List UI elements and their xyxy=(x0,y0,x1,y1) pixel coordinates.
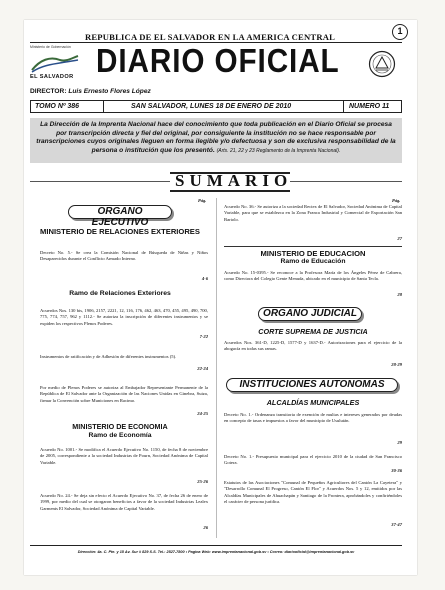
right-entry-1 xyxy=(224,204,402,242)
left-entry-4-page: 24-25 xyxy=(197,410,208,416)
right-entry-6 xyxy=(224,480,402,528)
sumario-rule-left xyxy=(30,181,170,182)
left-entry-5 xyxy=(40,447,208,485)
issue-bar xyxy=(30,100,402,113)
column-divider xyxy=(216,198,217,538)
right-entry-5-page: 30-36 xyxy=(391,467,402,473)
logo-text: EL SALVADOR xyxy=(30,74,74,80)
director-label: DIRECTOR: xyxy=(30,88,67,95)
right-entry-3 xyxy=(224,340,402,368)
national-seal-icon xyxy=(368,50,396,78)
left-entry-4-text: Por medio de Plenos Poderes se autoriza al Embajador Representante Permanente de la República de El Salvador ante la Organización de las Naciones Unidas en Ginebra, Suiza, firmar la Convención sobre Municiones en Racimo. xyxy=(40,385,208,403)
instituciones-autonomas-pill: INSTITUCIONES AUTONOMAS xyxy=(226,378,398,392)
ministry-educacion: MINISTERIO DE EDUCACION xyxy=(260,249,366,258)
page-number-badge: 1 xyxy=(392,24,408,40)
notice-text: La Dirección de la Imprenta Nacional hace del conocimiento que toda publicación en el Diario Oficial se procesa por transcripción directa y fiel del original, por consiguiente la institución no se hace responsable por transcripciones cuyos originales lleguen en forma ilegible y/o defectuosa y son de exclusiva responsabilidad de la persona o institución que los presentó. xyxy=(36,121,396,155)
left-entry-5-page: 25-26 xyxy=(197,478,208,484)
left-entry-3-page: 22-24 xyxy=(197,365,208,371)
right-entry-3-text: Acuerdos Nos. 361-D, 1225-D, 1577-D y 1637-D.- Autorizaciones para el ejercicio de la abogacía en todas sus ramas. xyxy=(224,340,402,352)
right-entry-1-page: 27 xyxy=(397,235,402,241)
ramo-economia: Ramo de Economía xyxy=(88,432,152,439)
organo-ejecutivo-pill: ORGANO EJECUTIVO xyxy=(68,205,172,219)
left-entry-5-text: Acuerdo No. 1001.- Se modifica el Acuerdo Ejecutivo No. 1150, de fecha 8 de noviembre de 2005, correspondiente a la sociedad Industrias de Pourn, Sociedad Anónima de Capital Variable. xyxy=(40,447,208,465)
left-pag-label: Pág. xyxy=(198,198,207,203)
el-salvador-logo xyxy=(30,52,80,74)
footer-rule xyxy=(30,545,402,546)
director-name: Luis Ernesto Flores López xyxy=(68,88,151,95)
left-entry-2-text: Acuerdos Nos. 130 bis, 1906, 2157, 2221, 12, 116, 176, 462, 463, 470, 455, 495, 490, 700, 775, 774, 757, 962 y 1112.- Se autoriza la inscripción de diferentes instrumentos y se expiden los respectivos Plenos Poderes. xyxy=(40,308,208,326)
newspaper-title: DIARIO OFICIAL xyxy=(96,42,340,79)
right-entry-2 xyxy=(224,270,402,298)
left-entry-6-text: Acuerdo No. 24.- Se deja sin efecto el Acuerdo Ejecutivo No. 37, de fecha 26 de enero de 1999, por medio del cual se otorgaron beneficios a favor de la sociedad Industrias Lealex Garments El Salvador, Sociedad Anónima de Capital Variable. xyxy=(40,493,208,511)
left-entry-3 xyxy=(40,354,208,372)
right-entry-4-page: 29 xyxy=(397,439,402,445)
left-entry-2 xyxy=(40,308,208,340)
notice-reference: (Arts. 21, 22 y 23 Reglamento de la Imprenta Nacional). xyxy=(216,148,341,155)
right-entry-5 xyxy=(224,454,402,474)
ministry-economia: MINISTERIO DE ECONOMIA xyxy=(72,422,168,431)
left-entry-1-page: 4-6 xyxy=(201,275,208,281)
republic-line: REPUBLICA DE EL SALVADOR EN LA AMERICA CENTRAL xyxy=(84,32,336,42)
issue-place-date: SAN SALVADOR, LUNES 18 DE ENERO DE 2010 xyxy=(131,103,292,110)
right-entry-4-text: Decreto No. 1.- Ordenanza transitoria de exención de multas e intereses generados por deudas en concepto de tasas e impuestos a favor del municipio de Usulután. xyxy=(224,412,402,424)
ministry-small-text: Ministerio de Gobernación xyxy=(30,45,71,49)
ramo-relaciones-exteriores: Ramo de Relaciones Exteriores xyxy=(69,290,171,297)
sumario-heading: SUMARIO xyxy=(175,171,293,190)
footer-contact: Dirección: 4a. C. Pte. y 15 Av. Sur # 829 S.S. Tel.: 2527-7800 • Pagina Web: www.imprentanacional.gob.sv • Correo: diariooficial@imprentanacional.gob.sv xyxy=(77,550,355,554)
left-entry-6-page: 26 xyxy=(203,524,208,530)
ministry-relaciones-exteriores: MINISTERIO DE RELACIONES EXTERIORES xyxy=(40,227,200,236)
left-entry-6 xyxy=(40,493,208,531)
sumario-rule-right xyxy=(290,181,402,182)
right-divider-1 xyxy=(224,246,402,247)
right-pag-label: Pág. xyxy=(392,198,401,203)
left-entry-4 xyxy=(40,385,208,417)
right-entry-6-text: Estatutos de las Asociaciones "Comunal de Pequeños Agricultores del Cantón La Cayetera" y "Desarrollo Comunal El Progreso, Cantón El Flor" y Acuerdos Nos. 5 y 12, emitidos por las Alcaldías Municipales de Ahuachapán y Santiago de la Frontera, aprobándoles y confiriéndoles el carácter de persona jurídica. xyxy=(224,480,402,504)
director-line xyxy=(30,88,151,95)
corte-suprema: CORTE SUPREMA DE JUSTICIA xyxy=(258,327,368,336)
right-entry-3-page: 28-29 xyxy=(391,361,402,367)
right-entry-5-text: Decreto No. 1.- Presupuesto municipal para el ejercicio 2010 de la ciudad de San Francisco Gotera. xyxy=(224,454,402,466)
issue-number: NUMERO 11 xyxy=(349,103,390,110)
left-entry-1 xyxy=(40,250,208,282)
right-entry-1-text: Acuerdo No. 36.- Se autoriza a la sociedad Rectex de El Salvador, Sociedad Anónima de Capital Variable, para que se establezca en la Zona Franca Industrial y Comercial de Exportación San Bartolo. xyxy=(224,204,402,222)
left-entry-1-text: Decreto No. 5.- Se crea la Comisión Nacional de Búsqueda de Niñas y Niños Desaparecidos durante el Conflicto Armado Interno. xyxy=(40,250,208,262)
tomo-number: TOMO Nº 386 xyxy=(35,103,80,110)
organo-judicial-pill: ORGANO JUDICIAL xyxy=(258,307,362,321)
left-entry-3-text: Instrumentos de ratificación y de Adhesión de diferentes instrumentos (5). xyxy=(40,354,177,359)
right-entry-4 xyxy=(224,412,402,446)
alcaldias-municipales: ALCALDÍAS MUNICIPALES xyxy=(266,398,360,407)
right-entry-2-text: Acuerdo No. 15-0395.- Se reconoce a la Profesora María de los Ángeles Pérez de Cabrera, como Directora del Colegio Gente Menuda, ubicado en el municipio de Santa Tecla. xyxy=(224,270,402,282)
right-entry-2-page: 28 xyxy=(397,291,402,297)
right-entry-6-page: 37-47 xyxy=(391,521,402,527)
publication-notice xyxy=(30,118,402,163)
ramo-educacion: Ramo de Educación xyxy=(280,258,346,265)
left-entry-2-page: 7-22 xyxy=(199,333,208,339)
